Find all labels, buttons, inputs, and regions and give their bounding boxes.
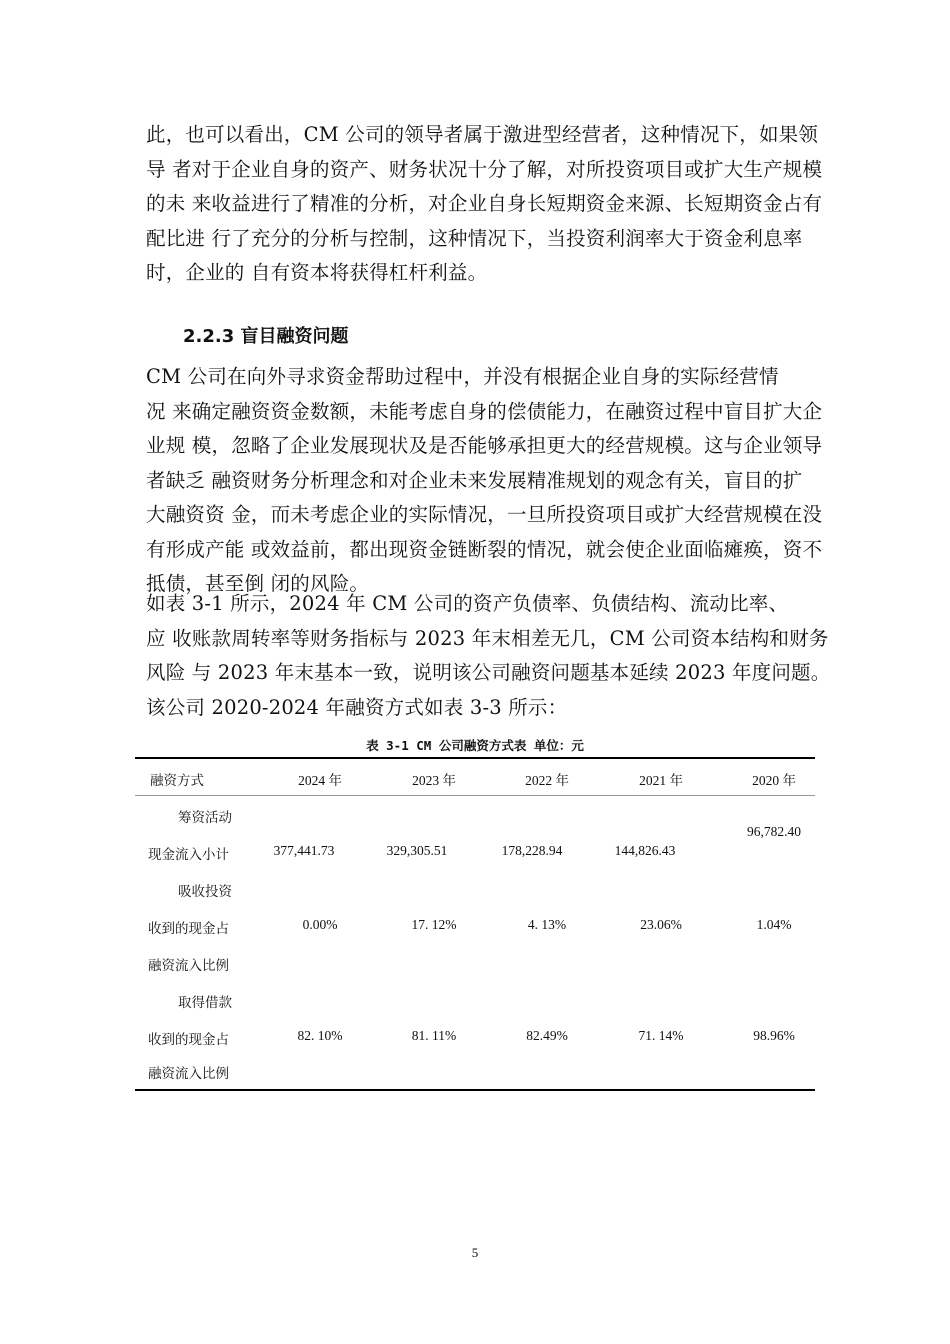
- table-row-label: 现金流入小计: [148, 847, 229, 862]
- text-line: 有形成产能 或效益前，都出现资金链断裂的情况，就会使企业面临瘫痪，资不: [146, 537, 823, 561]
- table-cell: 178,228.94: [501, 843, 563, 858]
- text-line: 配比进 行了充分的分析与控制，这种情况下，当投资利润率大于资金利息率: [146, 226, 803, 250]
- table-row-label: 融资流入比例: [148, 958, 229, 973]
- text-line: 的未 来收益进行了精准的分析，对企业自身长短期资金来源、长短期资金占有: [146, 192, 823, 215]
- table-row-label: 融资流入比例: [148, 1066, 229, 1081]
- table-row-label: 筹资活动: [178, 810, 232, 825]
- table-cell: 82.49%: [526, 1028, 568, 1043]
- table-cell: 98.96%: [753, 1028, 795, 1043]
- table-header: 2022 年: [525, 773, 569, 788]
- table-cell: 329,305.51: [386, 843, 448, 858]
- section-heading: 2.2.3 盲目融资问题: [183, 326, 349, 347]
- table-header: 融资方式: [150, 773, 204, 788]
- text-line: 该公司 2020-2024 年融资方式如表 3-3 所示：: [146, 695, 568, 719]
- paragraph-table-intro: [146, 587, 831, 725]
- table-cell: 1.04%: [756, 917, 792, 932]
- text-line: 应 收账款周转率等财务指标与 2023 年末相差无几，CM 公司资本结构和财务: [146, 626, 829, 650]
- text-line: CM 公司在向外寻求资金帮助过程中，并没有根据企业自身的实际经营情: [146, 365, 779, 388]
- text-line: 大融资资 金，而未考虑企业的实际情况，一旦所投资项目或扩大经营规模在没: [146, 503, 823, 526]
- table-caption: 表 3-1 CM 公司融资方式表 单位：元: [366, 738, 584, 753]
- table-cell: 0.00%: [302, 917, 338, 932]
- table-header: 2023 年: [412, 773, 456, 788]
- table-bottom-rule: [135, 1089, 815, 1091]
- table-cell: 82. 10%: [297, 1028, 343, 1043]
- paragraph-leverage: [146, 118, 823, 291]
- table-top-rule: [135, 757, 815, 759]
- table-cell: 4. 13%: [527, 917, 567, 932]
- table-cell: 23.06%: [640, 917, 682, 932]
- paragraph-blind-financing: [146, 360, 823, 602]
- text-line: 时，企业的 自有资本将获得杠杆利益。: [146, 261, 488, 284]
- table-cell: 144,826.43: [614, 843, 676, 858]
- table-cell: 96,782.40: [747, 824, 801, 839]
- text-line: 如表 3-1 所示，2024 年 CM 公司的资产负债率、负债结构、流动比率、: [146, 592, 789, 615]
- text-line: 业规 模，忽略了企业发展现状及是否能够承担更大的经营规模。这与企业领导: [146, 434, 823, 457]
- table-row-label: 收到的现金占: [148, 1032, 229, 1047]
- table-header: 2024 年: [298, 773, 342, 788]
- text-line: 抵债，甚至倒 闭的风险。: [146, 572, 370, 595]
- table-cell: 377,441.73: [273, 843, 335, 858]
- table-row-label: 吸收投资: [178, 884, 232, 899]
- text-line: 况 来确定融资资金数额，未能考虑自身的偿债能力，在融资过程中盲目扩大企: [146, 399, 823, 423]
- table-row-label: 取得借款: [178, 995, 232, 1010]
- table-header-rule: [135, 795, 815, 796]
- table-header: 2021 年: [639, 773, 683, 788]
- table-header: 2020 年: [752, 773, 796, 788]
- text-line: 风险 与 2023 年末基本一致，说明该公司融资问题基本延续 2023 年度问题。: [146, 661, 831, 684]
- text-line: 者缺乏 融资财务分析理念和对企业未来发展精准规划的观念有关，盲目的扩: [146, 468, 803, 492]
- table-cell: 17. 12%: [411, 917, 457, 932]
- text-line: 导 者对于企业自身的资产、财务状况十分了解，对所投资项目或扩大生产规模: [146, 157, 823, 181]
- page-number: 5: [471, 1245, 479, 1260]
- table-cell: 71. 14%: [638, 1028, 684, 1043]
- table-cell: 81. 11%: [411, 1028, 457, 1043]
- table-row-label: 收到的现金占: [148, 921, 229, 936]
- text-line: 此，也可以看出，CM 公司的领导者属于激进型经营者，这种情况下，如果领: [146, 123, 819, 146]
